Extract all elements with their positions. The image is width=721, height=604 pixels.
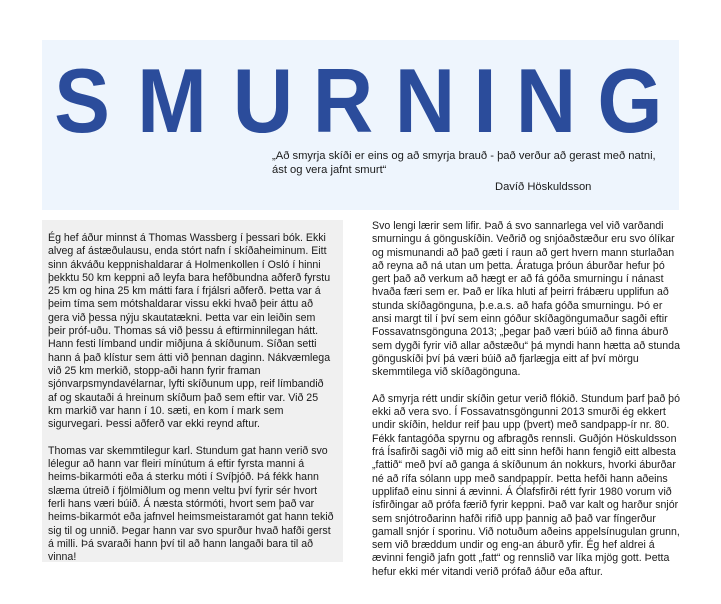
quote-author: Davíð Höskuldsson — [495, 181, 592, 193]
title-letter: M — [137, 51, 207, 152]
title-banner — [42, 40, 679, 210]
title-letter: N — [394, 51, 456, 152]
title-letter: U — [232, 51, 294, 152]
title-letter: I — [473, 51, 497, 152]
title-letter: S — [54, 51, 110, 152]
paragraph: Svo lengi lærir sem lifir. Það á svo sannarlega vel við varðandi smurningu á gönguskíðin. Veðrið og snjóaðstæður eru svo ólíkar og mismunandi að það gæti í raun að gert hvern mann sturlaðan að reyna að ná utan um þetta. Áratuga þróun áburðar hefur þó gert það að verkum að hægt er að fá góða smurningu í nánast hvaða færi sem er. Það er líka hluti af þeirri frábæru upplifun að stunda skíðagönguna, þ.e.a.s. að hafa góða smurningu. Þó er ansi margt til í því sem einn góður skíðagöngumaður sagði eftir Fossavatnsgönguna 2013; „þegar það væri búið að finna áburð sem dygði fyrir við allar aðstæðu“ þá myndi hann hætta að stunda gönguskíði því þá væri búið að fjarlægja eitt af því mörgu skemmtilega við skíðagönguna. — [372, 220, 680, 379]
title-letter: N — [515, 51, 577, 152]
paragraph: Að smyrja rétt undir skíðin getur verið flókið. Stundum þarf það þó ekki að vera svo. Í Fossavatnsgöngunni 2013 smurði ég ekkert undir skíðin, heldur reif þau upp (þvert) með sandpapp-ír nr. 80. Fékk fantagóða spyrnu og afbragðs rennsli. Guðjón Höskuldsson frá Ísafirði sagði við mig að eitt sinn hefði hann fengið eitt albesta „fattið“ með því að ganga á skíðunum án nokkurs, hvorki áburðar né að rífa sólann upp með sandpappír. Þetta hefði hann aðeins upplifað einu sinni á ævinni. Á Ólafsfirði rétt fyrir 1980 vorum við ísfirðingar að prófa færið fyrir keppni. Það var kalt og harður snjór sem snjótroðarinn hafði rifið upp þannig að það var fíngerður gamall snjór í sporinu. Við notuðum aðeins appelsínugulan grunn, sem við bræddum undir og eng-an áburð yfir. Ég hef aldrei á ævinni fengið jafn gott „fatt“ og rennslið var líka mjög gott. Þetta hefur ekki mér vitandi verið prófað áður eða aftur. — [372, 392, 680, 578]
paragraph: Thomas var skemmtilegur karl. Stundum gat hann verið svo lélegur að hann var fleiri mínútum á eftir fyrsta manni á heims-bikarmóti eða á sterku móti í Svíþjóð. Þá fékk hann slæma útreið í fjölmiðlum og menn veltu því fyrir sér hvort ferli hans væri búið. Á næsta stórmóti, hvort sem það var heims-bikarmót eða jafnvel heimsmeistaramót gat hann tekið sig til og unnið. Þegar hann var svo spurður hvað hafði gerst á milli. Þá svaraði hann því til að hann langaði bara til að vinna! — [48, 444, 334, 564]
quote: „Að smyrja skíði er eins og að smyrja brauð - það verður að gerast með natni, ást og vera jafnt smurt“ — [272, 150, 656, 176]
title-letter: R — [312, 51, 374, 152]
main-text-column — [372, 220, 682, 592]
paragraph: Ég hef áður minnst á Thomas Wassberg í þessari bók. Ekki alveg af ástæðulausu, enda stórt nafn í skíðaheiminum. Eitt sinn ákváðu keppnishaldarar á Holmenkollen í Osló í hinni þekktu 50 km keppni að leyfa bara hefðbundna aðferð fyrstu 25 km og hina 25 km mátti fara í frjálsri aðferð. Þetta var á þeim tíma sem mótshaldarar vissu ekki hvað þeir áttu að gera við þessa nýju skautatækni. Þetta var ein leiðin sem þeir próf-uðu. Thomas sá við þessu á eftirminnilegan hátt. Hann festi límband undir miðjuna á skíðunum. Síðan setti hann á það klístur sem átti við þennan daginn. Nákvæmlega við 25 km merkið, stopp-aði hann fyrir framan sjónvarpsmyndavélarnar, lyfti skíðunum upp, reif límbandið af og skautaði á hreinum skíðum það sem eftir var. Við 25 km markið var hann í 10. sæti, en kom í mark sem sigurvegari. Þessi aðferð var ekki reynd aftur. — [48, 232, 331, 431]
page-title — [42, 40, 679, 152]
sidebar-story-box — [42, 220, 343, 562]
title-letter: G — [597, 51, 663, 152]
